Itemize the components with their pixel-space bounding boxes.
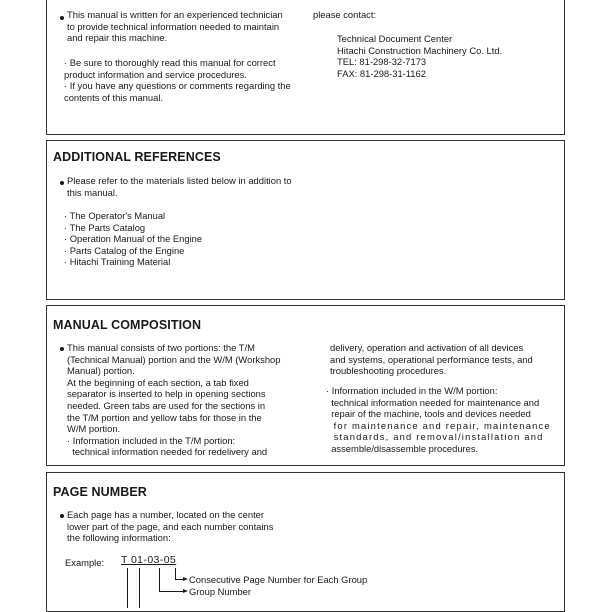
reference-item: · Parts Catalog of the Engine — [64, 244, 185, 256]
additional-references-box — [46, 140, 565, 300]
intro-box — [46, 0, 565, 135]
arrow-right-icon — [183, 589, 188, 593]
reference-item: · Operation Manual of the Engine — [64, 233, 203, 245]
composition-left-column: This manual consists of two portions: the T/M (Technical Manual) portion and the W/M (Workshop Manual) portion. At the beginning of each section, a tab fixed separator is inserted to help in opening sections needed. Green tabs are used for the sections in the T/M portion and yellow tabs for those in the W/M portion. · Information included in the T/M portion: technical information needed for redelivery and — [67, 342, 281, 458]
reference-item: · Hitachi Training Material — [64, 256, 171, 268]
connector-line — [159, 591, 183, 592]
example-label: Example: — [65, 557, 105, 568]
section-title: MANUAL COMPOSITION — [53, 318, 202, 332]
reference-list — [64, 210, 202, 268]
connector-line — [159, 568, 160, 592]
contact-line: FAX: 81-298-31-1162 — [337, 67, 426, 79]
contact-lead: please contact: — [313, 9, 377, 20]
contact-line: Hitachi Construction Machinery Co. Ltd. — [337, 44, 503, 56]
connector-line — [127, 568, 128, 608]
bullet-icon — [60, 514, 64, 518]
page-number-text: Each page has a number, located on the center lower part of the page, and each number contains the following information: — [67, 509, 274, 544]
connector-line — [139, 568, 140, 608]
contact-block — [337, 33, 502, 79]
additional-lead: Please refer to the materials listed below in addition to this manual. — [67, 175, 292, 198]
reference-item: · The Operator's Manual — [64, 210, 166, 221]
composition-right-bottom: · Information included in the W/M portion: technical information needed for maintenance and repair of the machine, tools and devices needed for maintenance and repair, maintenance standards, and removal/installation and assemble/disassemble procedures. — [326, 385, 551, 454]
arrow-right-icon — [183, 577, 188, 581]
intro-paragraph — [67, 9, 293, 44]
connector-line — [175, 579, 183, 580]
bullet-icon — [60, 347, 64, 351]
example-code: T 01-03-05 — [121, 554, 177, 566]
intro-sub-1: · Be sure to thoroughly read this manual for correct product information and service procedures. — [64, 57, 276, 80]
intro-text: This manual is written for an experienced technician to provide technical information needed to maintain and repair this machine. — [67, 9, 283, 44]
annotation-group-number: Group Number — [189, 586, 252, 597]
intro-sub-2: · If you have any questions or comments regarding the contents of this manual. — [64, 80, 291, 103]
contact-line: TEL: 81-298-32-7173 — [337, 56, 427, 68]
section-title: PAGE NUMBER — [53, 485, 147, 499]
page-number-box — [46, 472, 565, 612]
contact-line: Technical Document Center — [337, 33, 453, 44]
reference-item: · The Parts Catalog — [64, 221, 146, 233]
bullet-icon — [60, 16, 64, 20]
section-title: ADDITIONAL REFERENCES — [53, 150, 221, 164]
composition-right-top: delivery, operation and activation of all devices and systems, operational performance tests, and troubleshooting procedures. — [330, 342, 533, 377]
bullet-icon — [60, 181, 64, 185]
annotation-page-number: Consecutive Page Number for Each Group — [189, 574, 368, 585]
manual-composition-box — [46, 305, 565, 466]
